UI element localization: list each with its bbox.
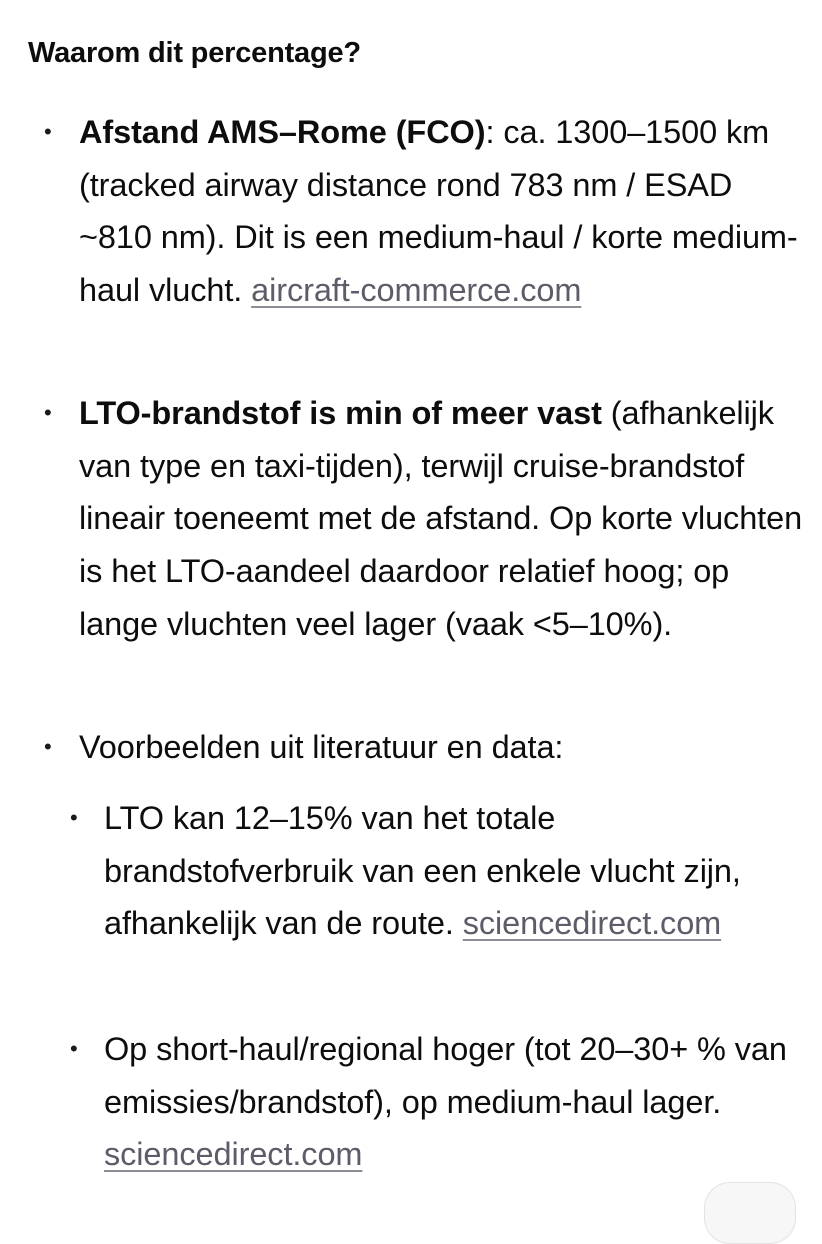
sub-list-item-text: LTO kan 12–15% van het totale brandstofverbruik van een enkele vlucht zijn, afhankelijk van de route. (104, 800, 741, 942)
citation-link-sciencedirect[interactable]: sciencedirect.com (462, 905, 722, 942)
list-item-bold-label: Afstand AMS–Rome (FCO) (79, 114, 486, 150)
list-item-distance (79, 106, 804, 317)
citation-link-sciencedirect[interactable]: sciencedirect.com (104, 1136, 363, 1173)
list-item-examples (79, 721, 804, 774)
sub-list-item-short-haul (104, 1023, 809, 1181)
bullet-marker: • (44, 119, 52, 144)
sub-list-item-lto-share (104, 792, 809, 950)
list-item-text: (afhankelijk van type en taxi-tijden), terwijl cruise-brandstof lineair toeneemt met de afstand. Op korte vluchten is het LTO-aandeel daardoor relatief hoog; op lange vluchten veel lager (vaak <5–10%). (79, 395, 803, 642)
bullet-marker: • (44, 400, 52, 425)
bullet-marker: • (44, 734, 52, 759)
list-item-text: Voorbeelden uit literatuur en data: (79, 729, 564, 765)
section-heading: Waarom dit percentage? (28, 37, 361, 69)
list-item-text: : ca. 1300–1500 km (tracked airway distance rond 783 nm / ESAD ~810 nm). Dit is een medium-haul / korte medium-haul vlucht. (79, 114, 798, 309)
sub-bullet-marker: • (70, 1036, 78, 1061)
sub-list-item-text: Op short-haul/regional hoger (tot 20–30+ % van emissies/brandstof), op medium-haul lager. (104, 1031, 787, 1120)
citation-link-aircraft-commerce[interactable]: aircraft-commerce.com (251, 272, 582, 309)
scroll-button-edge[interactable] (704, 1182, 796, 1244)
sub-bullet-marker: • (70, 805, 78, 830)
list-item-bold-label: LTO-brandstof is min of meer vast (79, 395, 602, 431)
list-item-lto-fuel (79, 387, 804, 651)
